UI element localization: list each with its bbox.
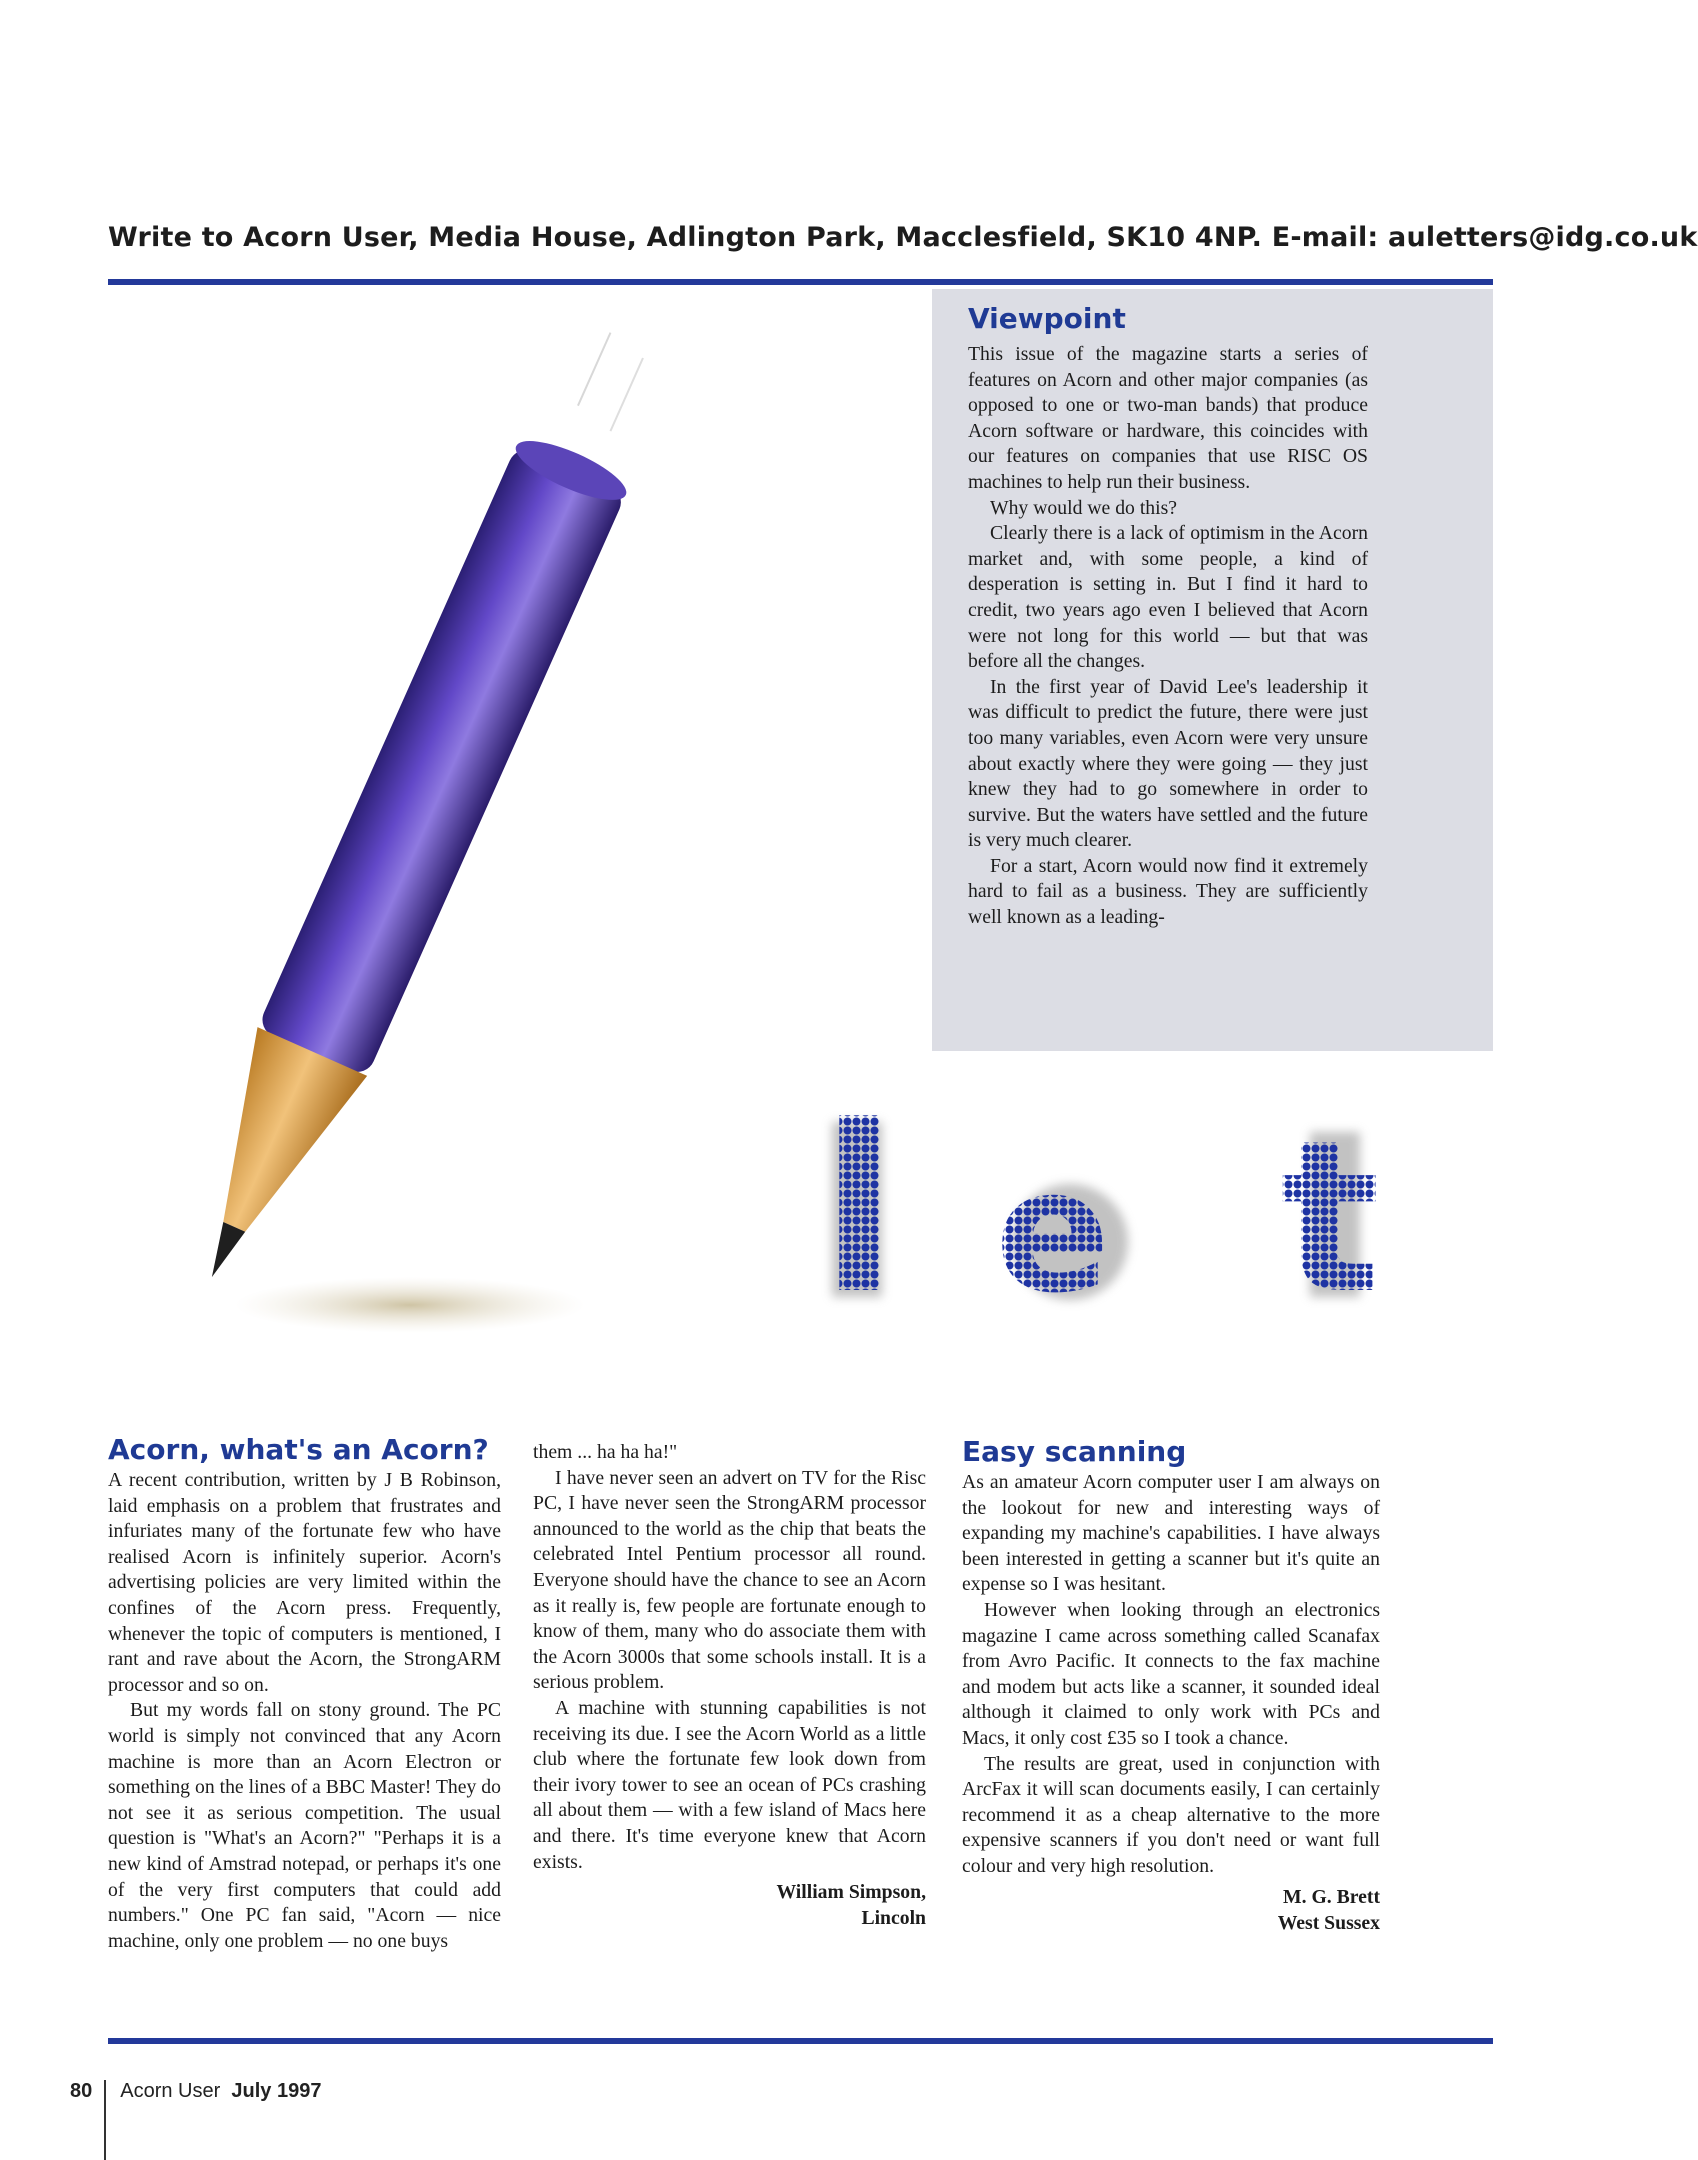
letter1-title: Acorn, what's an Acorn? (108, 1433, 489, 1466)
bottom-rule (108, 2038, 1493, 2044)
footer (70, 2080, 321, 2160)
letter1-paragraph: A recent contribution, written by J B Robinson, laid emphasis on a problem that frustrates and infuriates many of the fortunate few who have realised Acorn is infinitely superior. Acorn's advertising policies are very limited within the confines of the Acorn press. Frequently, whenever the topic of computers is mentioned, I rant and rave about the Acorn, the StrongARM processor and so on. (108, 1469, 501, 1696)
letter1-paragraph: But my words fall on stony ground. The PC world is simply not convinced that any Acorn machine is more than an Acorn Electron or something on the lines of a BBC Master! They do not see it as serious competition. The usual question is "What's an Acorn?" "Perhaps it is a new kind of Amstrad notepad, or perhaps it's one of the very first computers that could add numbers." One PC fan said, "Acorn — nice machine, only one problem — no one buys (108, 1699, 501, 1952)
letter-l: l (820, 1078, 899, 1345)
letter2-signature-name: M. G. Brett (1283, 1885, 1380, 1908)
footer-divider (104, 2080, 106, 2160)
top-rule (108, 279, 1493, 285)
letter2-paragraph: The results are great, used in conjunction with ArcFax it will scan documents easily, I can certainly recommend it as a cheap alternative to the more expensive scanners if you don't need or want full colour and very high resolution. (962, 1752, 1380, 1877)
viewpoint-paragraph: In the first year of David Lee's leadership it was difficult to predict the future, there were just too many variables, even Acorn were very unsure about exactly where they were going — they just knew they had to go somewhere in order to survive. But the waters have settled and the future is very much clearer. (968, 675, 1368, 852)
viewpoint-paragraph: This issue of the magazine starts a series of features on Acorn and other major companies (as opposed to one or two-man bands) that produce Acorn software or hardware, this coincides with our features on companies that use RISC OS machines to help run their business. (968, 343, 1368, 493)
viewpoint-title: Viewpoint (968, 302, 1126, 335)
letter1-column2 (533, 1440, 926, 1931)
viewpoint-body (968, 342, 1368, 931)
pencil-lead (201, 1222, 245, 1282)
pencil-illustration (200, 330, 620, 1350)
motion-line (578, 333, 611, 406)
header-address: Write to Acorn User, Media House, Adlington Park, Macclesfield, SK10 4NP. E-mail: auletters@idg.co.uk (108, 222, 1698, 253)
letter2-title: Easy scanning (962, 1435, 1187, 1468)
magazine-name: Acorn User (120, 2080, 221, 2102)
pencil-body (257, 444, 627, 1077)
letter1-column1 (108, 1468, 501, 1954)
decorative-letters (780, 1078, 1420, 1345)
motion-line (610, 358, 643, 431)
issue-date: July 1997 (231, 2080, 322, 2102)
viewpoint-paragraph: For a start, Acorn would now find it extremely hard to fail as a business. They are sufficiently well known as a leading- (968, 854, 1368, 929)
letter2-signature-place: West Sussex (1277, 1911, 1380, 1934)
pencil (157, 316, 684, 1301)
letter2-paragraph: However when looking through an electronics magazine I came across something called Scanafax from Avro Pacific. It connects to the fax machine and modem but acts like a scanner, it sounded ideal although it claimed to only work with PCs and Macs, it only cost £35 so I took a chance. (962, 1598, 1380, 1749)
viewpoint-paragraph: Clearly there is a lack of optimism in the Acorn market and, with some people, a kind of desperation is setting in. But I find it hard to credit, two years ago even I believed that Acorn were not long for this world — but that was before all the changes. (968, 522, 1368, 673)
letter2-paragraph: As an amateur Acorn computer user I am always on the lookout for new and interesting ways of expanding my machine's capabilities. I have always been interested in getting a scanner but it's quite an expense so I was hesitant. (962, 1471, 1380, 1596)
letter1-paragraph: them ... ha ha ha!" (533, 1441, 678, 1463)
page-number: 80 (70, 2080, 93, 2102)
letter1-paragraph: I have never seen an advert on TV for the Risc PC, I have never seen the StrongARM processor announced to the world as the chip that beats the celebrated Intel Pentium processor all round. Everyone should have the chance to see an Acorn as it really is, few people are fortunate enough to know of them, many who do associate them with the Acorn 3000s that some schools install. It is a serious problem. (533, 1466, 926, 1694)
pencil-shadow (235, 1277, 585, 1333)
letter-t: t (1280, 1095, 1381, 1340)
letter2-column (962, 1470, 1380, 1936)
viewpoint-paragraph: Why would we do this? (990, 496, 1178, 519)
letter-e: e (995, 1133, 1111, 1331)
letter1-signature-place: Lincoln (861, 1907, 926, 1930)
letter1-paragraph: A machine with stunning capabilities is not receiving its due. I see the Acorn World as a little club where the fortunate few look down from their ivory tower to see an ocean of PCs crashing all about them — with a few island of Macs here and there. It's time everyone knew that Acorn exists. (533, 1696, 926, 1873)
letter1-signature-name: William Simpson, (776, 1881, 926, 1904)
